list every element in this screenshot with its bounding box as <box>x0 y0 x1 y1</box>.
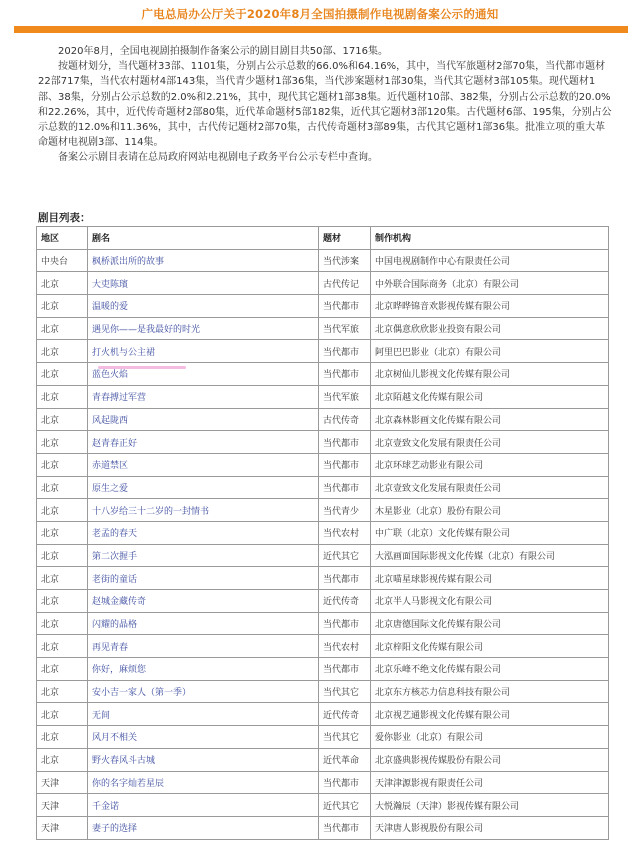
cell-producer: 大泓画面国际影视文化传媒（北京）有限公司 <box>371 544 609 567</box>
cell-genre: 当代军旅 <box>319 317 371 340</box>
cell-region: 天津 <box>37 816 88 839</box>
cell-genre: 古代传记 <box>319 272 371 295</box>
cell-region: 北京 <box>37 658 88 681</box>
cell-producer: 爱你影业（北京）有限公司 <box>371 726 609 749</box>
cell-title[interactable]: 风起陇西 <box>88 408 319 431</box>
cell-region: 北京 <box>37 295 88 318</box>
table-row <box>37 590 609 613</box>
table-row <box>37 544 609 567</box>
table-row <box>37 431 609 454</box>
cell-title[interactable]: 大吏陈璸 <box>88 272 319 295</box>
cell-title[interactable]: 蓝色火焰 <box>88 363 319 386</box>
cell-genre: 近代革命 <box>319 748 371 771</box>
table-header-row <box>37 227 609 250</box>
table-row <box>37 340 609 363</box>
pink-highlight-mark <box>98 366 186 369</box>
table-row <box>37 295 609 318</box>
table-body <box>37 249 609 839</box>
cell-genre: 当代都市 <box>319 476 371 499</box>
cell-title[interactable]: 再见青春 <box>88 635 319 658</box>
cell-title[interactable]: 遇见你——是我最好的时光 <box>88 317 319 340</box>
cell-genre: 当代都市 <box>319 658 371 681</box>
cell-title[interactable]: 野火春风斗古城 <box>88 748 319 771</box>
cell-producer: 阿里巴巴影业（北京）有限公司 <box>371 340 609 363</box>
intro-text <box>38 44 613 166</box>
cell-region: 北京 <box>37 476 88 499</box>
table-row <box>37 794 609 817</box>
cell-title[interactable]: 赵青春正好 <box>88 431 319 454</box>
table-row <box>37 816 609 839</box>
cell-producer: 北京壹致文化发展有限责任公司 <box>371 476 609 499</box>
cell-title[interactable]: 你好，麻烦您 <box>88 658 319 681</box>
cell-producer: 北京喵星球影视传媒有限公司 <box>371 567 609 590</box>
cell-producer: 北京壹致文化发展有限责任公司 <box>371 431 609 454</box>
cell-region: 北京 <box>37 385 88 408</box>
header-region: 地区 <box>37 227 88 250</box>
cell-genre: 当代都市 <box>319 295 371 318</box>
table-row <box>37 703 609 726</box>
cell-region: 北京 <box>37 453 88 476</box>
cell-region: 北京 <box>37 272 88 295</box>
cell-genre: 当代青少 <box>319 499 371 522</box>
table-row <box>37 408 609 431</box>
cell-title[interactable]: 你的名字灿若星辰 <box>88 771 319 794</box>
cell-producer: 木星影业（北京）股份有限公司 <box>371 499 609 522</box>
cell-title[interactable]: 十八岁给三十二岁的一封情书 <box>88 499 319 522</box>
cell-genre: 当代都市 <box>319 612 371 635</box>
cell-region: 北京 <box>37 340 88 363</box>
cell-region: 北京 <box>37 635 88 658</box>
cell-producer: 北京盛典影视传媒股份有限公司 <box>371 748 609 771</box>
cell-region: 北京 <box>37 680 88 703</box>
table-row <box>37 635 609 658</box>
cell-region: 中央台 <box>37 249 88 272</box>
table-row <box>37 612 609 635</box>
cell-genre: 近代其它 <box>319 794 371 817</box>
cell-title[interactable]: 青春搏过军营 <box>88 385 319 408</box>
intro-paragraph-1: 2020年8月，全国电视剧拍摄制作备案公示的剧目剧目共50部、1716集。 <box>58 46 388 57</box>
cell-producer: 中广联（北京）文化传媒有限公司 <box>371 521 609 544</box>
cell-genre: 当代军旅 <box>319 385 371 408</box>
cell-producer: 中国电视剧制作中心有限责任公司 <box>371 249 609 272</box>
cell-genre: 当代都市 <box>319 816 371 839</box>
cell-title[interactable]: 原生之爱 <box>88 476 319 499</box>
table-row <box>37 317 609 340</box>
header-producer: 制作机构 <box>371 227 609 250</box>
cell-title[interactable]: 千金诺 <box>88 794 319 817</box>
cell-producer: 天津津源影视有限责任公司 <box>371 771 609 794</box>
table-row <box>37 385 609 408</box>
title-underline-bar <box>14 26 628 33</box>
cell-producer: 北京视艺通影视文化传媒有限公司 <box>371 703 609 726</box>
table-row <box>37 680 609 703</box>
cell-genre: 当代都市 <box>319 363 371 386</box>
drama-list-label: 剧目列表： <box>38 212 91 224</box>
cell-title[interactable]: 老街的童话 <box>88 567 319 590</box>
cell-region: 北京 <box>37 499 88 522</box>
cell-region: 北京 <box>37 521 88 544</box>
table-row <box>37 771 609 794</box>
cell-region: 天津 <box>37 771 88 794</box>
cell-title[interactable]: 赤道禁区 <box>88 453 319 476</box>
cell-region: 北京 <box>37 590 88 613</box>
cell-genre: 当代都市 <box>319 431 371 454</box>
cell-producer: 天津唐人影视股份有限公司 <box>371 816 609 839</box>
cell-genre: 当代都市 <box>319 567 371 590</box>
cell-genre: 近代传奇 <box>319 590 371 613</box>
cell-title[interactable]: 风月不相关 <box>88 726 319 749</box>
cell-producer: 大悦瀚辰（天津）影视传媒有限公司 <box>371 794 609 817</box>
cell-producer: 中外联合国际商务（北京）有限公司 <box>371 272 609 295</box>
table-row <box>37 658 609 681</box>
cell-title[interactable]: 赵城金藏传奇 <box>88 590 319 613</box>
cell-title[interactable]: 第二次握手 <box>88 544 319 567</box>
cell-title[interactable]: 无间 <box>88 703 319 726</box>
cell-genre: 当代其它 <box>319 726 371 749</box>
cell-title[interactable]: 安小吉一家人（第一季） <box>88 680 319 703</box>
cell-genre: 当代涉案 <box>319 249 371 272</box>
cell-producer: 北京偶意欣欣影业投资有限公司 <box>371 317 609 340</box>
table-row <box>37 521 609 544</box>
cell-genre: 当代其它 <box>319 680 371 703</box>
cell-region: 北京 <box>37 544 88 567</box>
cell-genre: 当代农村 <box>319 635 371 658</box>
cell-region: 北京 <box>37 363 88 386</box>
cell-genre: 古代传奇 <box>319 408 371 431</box>
cell-region: 北京 <box>37 612 88 635</box>
table-row <box>37 476 609 499</box>
header-title: 剧名 <box>88 227 319 250</box>
cell-title[interactable]: 妻子的选择 <box>88 816 319 839</box>
intro-paragraph-2: 按题材划分，当代题材33部、1101集，分别占公示总数的66.0%和64.16%，其中，当代军旅题材2部70集，当代都市题材22部717集，当代农村题材4部143集，当代青少题材1部36集，当代涉案题材1部30集，当代其它题材3部105集。现代题材1部、38集，分别占公示总数的2.0%和2.21%，其中，现代其它题材1部38集。近代题材10部、382集，分别占公示总数的20.0%和22.26%，其中，近代传奇题材2部80集，近代革命题材5部182集，近代其它题材3部120集。古代题材6部、195集，分别占公示总数的12.0%和11.36%，其中，古代传记题材2部70集，古代传奇题材3部89集，古代其它题材1部36集。批准立项的重大革命题材电视剧3部、114集。 <box>38 61 612 149</box>
table-row <box>37 249 609 272</box>
cell-title[interactable]: 打火机与公主裙 <box>88 340 319 363</box>
table-row <box>37 726 609 749</box>
cell-producer: 北京唐德国际文化传媒有限公司 <box>371 612 609 635</box>
table-row <box>37 453 609 476</box>
table-row <box>37 272 609 295</box>
cell-genre: 当代都市 <box>319 771 371 794</box>
cell-producer: 北京梓阳文化传媒有限公司 <box>371 635 609 658</box>
cell-producer: 北京树仙儿影视文化传媒有限公司 <box>371 363 609 386</box>
cell-producer: 北京东方核芯力信息科技有限公司 <box>371 680 609 703</box>
cell-region: 北京 <box>37 703 88 726</box>
document-title: 广电总局办公厅关于2020年8月全国拍摄制作电视剧备案公示的通知 <box>141 7 499 21</box>
cell-region: 北京 <box>37 748 88 771</box>
cell-region: 北京 <box>37 408 88 431</box>
table-row <box>37 567 609 590</box>
cell-producer: 北京乐峰不绝文化传媒有限公司 <box>371 658 609 681</box>
cell-title[interactable]: 老孟的春天 <box>88 521 319 544</box>
cell-genre: 近代传奇 <box>319 703 371 726</box>
cell-title[interactable]: 温暖的爱 <box>88 295 319 318</box>
table-row <box>37 499 609 522</box>
intro-paragraph-3: 备案公示剧目表请在总局政府网站电视剧电子政务平台公示专栏中查询。 <box>58 152 378 164</box>
cell-region: 北京 <box>37 726 88 749</box>
cell-genre: 当代都市 <box>319 340 371 363</box>
drama-table <box>36 226 609 840</box>
header-genre: 题材 <box>319 227 371 250</box>
cell-producer: 北京森林影画文化传媒有限公司 <box>371 408 609 431</box>
cell-producer: 北京晔晔锦音欢影视传媒有限公司 <box>371 295 609 318</box>
cell-region: 天津 <box>37 794 88 817</box>
cell-region: 北京 <box>37 567 88 590</box>
cell-region: 北京 <box>37 317 88 340</box>
cell-genre: 近代其它 <box>319 544 371 567</box>
table-row <box>37 748 609 771</box>
cell-producer: 北京陌越文化传媒有限公司 <box>371 385 609 408</box>
cell-producer: 北京环球艺动影业有限公司 <box>371 453 609 476</box>
cell-genre: 当代农村 <box>319 521 371 544</box>
cell-region: 北京 <box>37 431 88 454</box>
cell-title[interactable]: 枫桥派出所的故事 <box>88 249 319 272</box>
cell-title[interactable]: 闪耀的晶格 <box>88 612 319 635</box>
cell-producer: 北京半人马影视文化有限公司 <box>371 590 609 613</box>
cell-genre: 当代都市 <box>319 453 371 476</box>
